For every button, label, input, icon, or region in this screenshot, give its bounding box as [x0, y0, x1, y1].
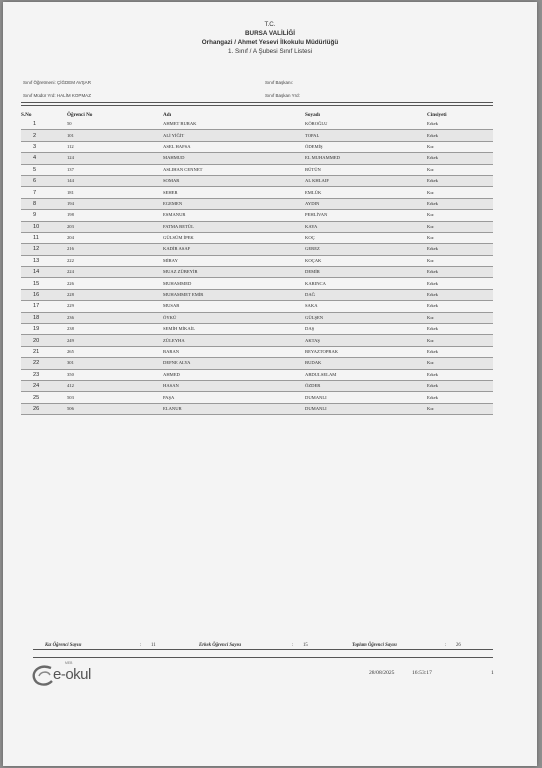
row-student-no: 350	[67, 369, 163, 380]
table-header-row	[21, 110, 493, 119]
row-first-name: MİRAY	[163, 255, 305, 266]
row-gender: Erkek	[427, 289, 493, 300]
row-surname: GÜLŞEN	[305, 312, 427, 323]
eokul-logo-text: e-okul	[53, 666, 91, 683]
girls-sep: :	[140, 643, 142, 648]
table-row	[21, 141, 493, 152]
eokul-logo	[31, 661, 111, 688]
table-row	[21, 301, 493, 312]
country-title: T.C.	[264, 21, 276, 28]
row-surname: DEMİR	[305, 267, 427, 278]
print-time: 16:53:17	[412, 670, 432, 676]
row-surname: DAĞ	[305, 289, 427, 300]
row-first-name: HASAN	[163, 380, 305, 391]
row-gender: Kız	[427, 403, 493, 414]
row-first-name: SEMİH MİKAİL	[163, 324, 305, 335]
row-sno: 19	[21, 324, 67, 335]
row-surname: EL MUHAMMED	[305, 153, 427, 164]
row-student-no: 112	[67, 141, 163, 152]
row-gender: Erkek	[427, 130, 493, 141]
class-list-title: 1. Sınıf / A Şubesi Sınıf Listesi	[227, 48, 312, 55]
table-row	[21, 244, 493, 255]
row-gender: Kız	[427, 141, 493, 152]
row-first-name: AHMET BURAK	[163, 119, 305, 130]
row-gender: Erkek	[427, 301, 493, 312]
row-student-no: 228	[67, 289, 163, 300]
row-sno: 1	[21, 119, 67, 130]
row-gender: Kız	[427, 312, 493, 323]
row-sno: 5	[21, 164, 67, 175]
boys-count-label: Erkek Öğrenci Sayısı	[199, 643, 242, 648]
row-student-no: 503	[67, 392, 163, 403]
table-row	[21, 198, 493, 209]
row-surname: KOÇAK	[305, 255, 427, 266]
row-surname: BÜTÜN	[305, 164, 427, 175]
row-student-no: 224	[67, 267, 163, 278]
row-surname: BUDAK	[305, 358, 427, 369]
row-gender: Kız	[427, 255, 493, 266]
row-surname: EMLÜK	[305, 187, 427, 198]
row-student-no: 204	[67, 232, 163, 243]
row-surname: AL KHLAIF	[305, 175, 427, 186]
row-gender: Erkek	[427, 267, 493, 278]
row-surname: PEHLİVAN	[305, 210, 427, 221]
row-student-no: 249	[67, 335, 163, 346]
row-surname: ABDULSELAM	[305, 369, 427, 380]
col-sno: S.No	[21, 111, 32, 118]
table-row	[21, 119, 493, 130]
table-row	[21, 392, 493, 403]
row-first-name: ALİ YİĞİT	[163, 130, 305, 141]
row-first-name: FATMA BETÜL	[163, 221, 305, 232]
row-gender: Erkek	[427, 119, 493, 130]
row-sno: 11	[21, 232, 67, 243]
row-first-name: ESMANUR	[163, 210, 305, 221]
row-gender: Erkek	[427, 346, 493, 357]
row-sno: 6	[21, 175, 67, 186]
table-row	[21, 221, 493, 232]
row-first-name: MUHAMMED	[163, 278, 305, 289]
row-student-no: 50	[67, 119, 163, 130]
row-first-name: EGEMEN	[163, 198, 305, 209]
row-sno: 16	[21, 289, 67, 300]
row-student-no: 203	[67, 221, 163, 232]
table-row	[21, 267, 493, 278]
row-first-name: SOMAR	[163, 175, 305, 186]
row-gender: Erkek	[427, 244, 493, 255]
table-row	[21, 324, 493, 335]
row-sno: 17	[21, 301, 67, 312]
row-student-no: 198	[67, 210, 163, 221]
row-gender: Erkek	[427, 278, 493, 289]
row-sno: 22	[21, 358, 67, 369]
row-sno: 26	[21, 403, 67, 414]
row-first-name: MUHAMMET EMİR	[163, 289, 305, 300]
total-count-value: 26	[456, 643, 461, 648]
row-student-no: 222	[67, 255, 163, 266]
row-first-name: ÖYKÜ	[163, 312, 305, 323]
row-sno: 7	[21, 187, 67, 198]
row-student-no: 144	[67, 175, 163, 186]
row-student-no: 137	[67, 164, 163, 175]
row-gender: Erkek	[427, 175, 493, 186]
table-row	[21, 403, 493, 414]
row-surname: BEYAZTOPRAK	[305, 346, 427, 357]
school-title: Orhangazi / Ahmet Yesevi İlkokulu Müdürlüğü	[201, 39, 339, 46]
row-student-no: 181	[67, 187, 163, 198]
row-sno: 18	[21, 312, 67, 323]
table-row	[21, 369, 493, 380]
row-surname: DUMANLI	[305, 392, 427, 403]
table-row	[21, 346, 493, 357]
row-surname: AYDIN	[305, 198, 427, 209]
row-surname: KAYA	[305, 221, 427, 232]
row-surname: SAKA	[305, 301, 427, 312]
row-gender: Erkek	[427, 369, 493, 380]
table-row	[21, 187, 493, 198]
table-row	[21, 164, 493, 175]
row-surname: DUMANLI	[305, 403, 427, 414]
row-surname: GEREZ	[305, 244, 427, 255]
teacher-label: Sınıf Öğretmeni: ÇİĞDEM AVŞAR	[23, 80, 91, 85]
row-student-no: 506	[67, 403, 163, 414]
boys-count-value: 15	[303, 643, 308, 648]
table-row	[21, 175, 493, 186]
row-surname: TOPAL	[305, 130, 427, 141]
total-sep: :	[445, 643, 447, 648]
row-surname: KÖROĞLU	[305, 119, 427, 130]
table-row	[21, 289, 493, 300]
row-gender: Erkek	[427, 198, 493, 209]
row-sno: 2	[21, 130, 67, 141]
document-page	[3, 2, 537, 766]
row-student-no: 265	[67, 346, 163, 357]
col-name: Adı	[163, 111, 172, 118]
row-gender: Erkek	[427, 324, 493, 335]
table-row	[21, 153, 493, 164]
row-first-name: ZÜLEYHA	[163, 335, 305, 346]
row-surname: KARINCA	[305, 278, 427, 289]
row-gender: Kız	[427, 232, 493, 243]
row-sno: 3	[21, 141, 67, 152]
header-rule	[21, 102, 493, 103]
class-deputy-label: Sınıf Başkan Yrd:	[265, 93, 300, 98]
table-row	[21, 312, 493, 323]
col-surname: Soyadı	[305, 111, 320, 118]
row-sno: 12	[21, 244, 67, 255]
student-table	[21, 110, 493, 415]
row-first-name: MAHMUD	[163, 153, 305, 164]
col-gender: Cinsiyeti	[427, 111, 447, 118]
row-first-name: ASLIHAN CENNET	[163, 164, 305, 175]
row-gender: Kız	[427, 335, 493, 346]
row-sno: 9	[21, 210, 67, 221]
total-count-label: Toplam Öğrenci Sayısı	[352, 643, 397, 648]
girls-count-label: Kız Öğrenci Sayısı	[45, 643, 82, 648]
row-surname: ÖZDER	[305, 380, 427, 391]
row-first-name: MUSAB	[163, 301, 305, 312]
row-sno: 10	[21, 221, 67, 232]
header-rule-thick	[21, 105, 493, 106]
row-surname: AKTAŞ	[305, 335, 427, 346]
boys-sep: :	[292, 643, 294, 648]
row-first-name: DEFNE ALYA	[163, 358, 305, 369]
row-student-no: 101	[67, 130, 163, 141]
row-student-no: 301	[67, 358, 163, 369]
row-first-name: ASEL HAFSA	[163, 141, 305, 152]
row-gender: Kız	[427, 221, 493, 232]
document-header	[3, 20, 537, 56]
row-first-name: AHMED	[163, 369, 305, 380]
student-rows	[21, 119, 493, 415]
row-sno: 24	[21, 380, 67, 391]
row-gender: Kız	[427, 164, 493, 175]
table-row	[21, 335, 493, 346]
row-gender: Kız	[427, 187, 493, 198]
row-surname: ÖDEMİŞ	[305, 141, 427, 152]
row-first-name: SEHER	[163, 187, 305, 198]
table-row	[21, 380, 493, 391]
row-sno: 14	[21, 267, 67, 278]
row-gender: Erkek	[427, 392, 493, 403]
table-row	[21, 358, 493, 369]
row-student-no: 238	[67, 324, 163, 335]
row-first-name: KADİR ASAF	[163, 244, 305, 255]
row-student-no: 124	[67, 153, 163, 164]
governorship-title: BURSA VALİLİĞİ	[244, 30, 296, 37]
row-gender: Erkek	[427, 153, 493, 164]
row-sno: 15	[21, 278, 67, 289]
row-sno: 21	[21, 346, 67, 357]
print-date: 28/08/2025	[369, 670, 395, 676]
row-sno: 23	[21, 369, 67, 380]
col-student-no: Öğrenci No	[67, 111, 93, 118]
row-first-name: PAŞA	[163, 392, 305, 403]
class-head-label: Sınıf Başkanı:	[265, 80, 294, 85]
row-gender: Erkek	[427, 380, 493, 391]
row-first-name: BARAN	[163, 346, 305, 357]
row-sno: 13	[21, 255, 67, 266]
row-sno: 4	[21, 153, 67, 164]
row-sno: 25	[21, 392, 67, 403]
row-first-name: ELANUR	[163, 403, 305, 414]
row-student-no: 236	[67, 312, 163, 323]
page-number: 1	[491, 670, 494, 676]
table-row	[21, 232, 493, 243]
row-student-no: 194	[67, 198, 163, 209]
row-surname: KOÇ	[305, 232, 427, 243]
footer-rule-2	[33, 657, 493, 658]
row-student-no: 229	[67, 301, 163, 312]
table-row	[21, 278, 493, 289]
vice-principal-label: Sınıf Müdür Yrd: HALİM KOPMAZ	[23, 93, 91, 98]
row-surname: DAŞ	[305, 324, 427, 335]
footer-rule	[33, 649, 493, 650]
table-row	[21, 130, 493, 141]
row-gender: Kız	[427, 358, 493, 369]
girls-count-value: 11	[151, 643, 156, 648]
row-student-no: 226	[67, 278, 163, 289]
row-sno: 20	[21, 335, 67, 346]
row-student-no: 412	[67, 380, 163, 391]
table-row	[21, 255, 493, 266]
row-student-no: 216	[67, 244, 163, 255]
row-gender: Kız	[427, 210, 493, 221]
row-first-name: GÜLSÜM İPEK	[163, 232, 305, 243]
table-row	[21, 210, 493, 221]
row-sno: 8	[21, 198, 67, 209]
row-first-name: MUAZ ZÜBEYİR	[163, 267, 305, 278]
meb-tag: MEB	[65, 661, 73, 665]
